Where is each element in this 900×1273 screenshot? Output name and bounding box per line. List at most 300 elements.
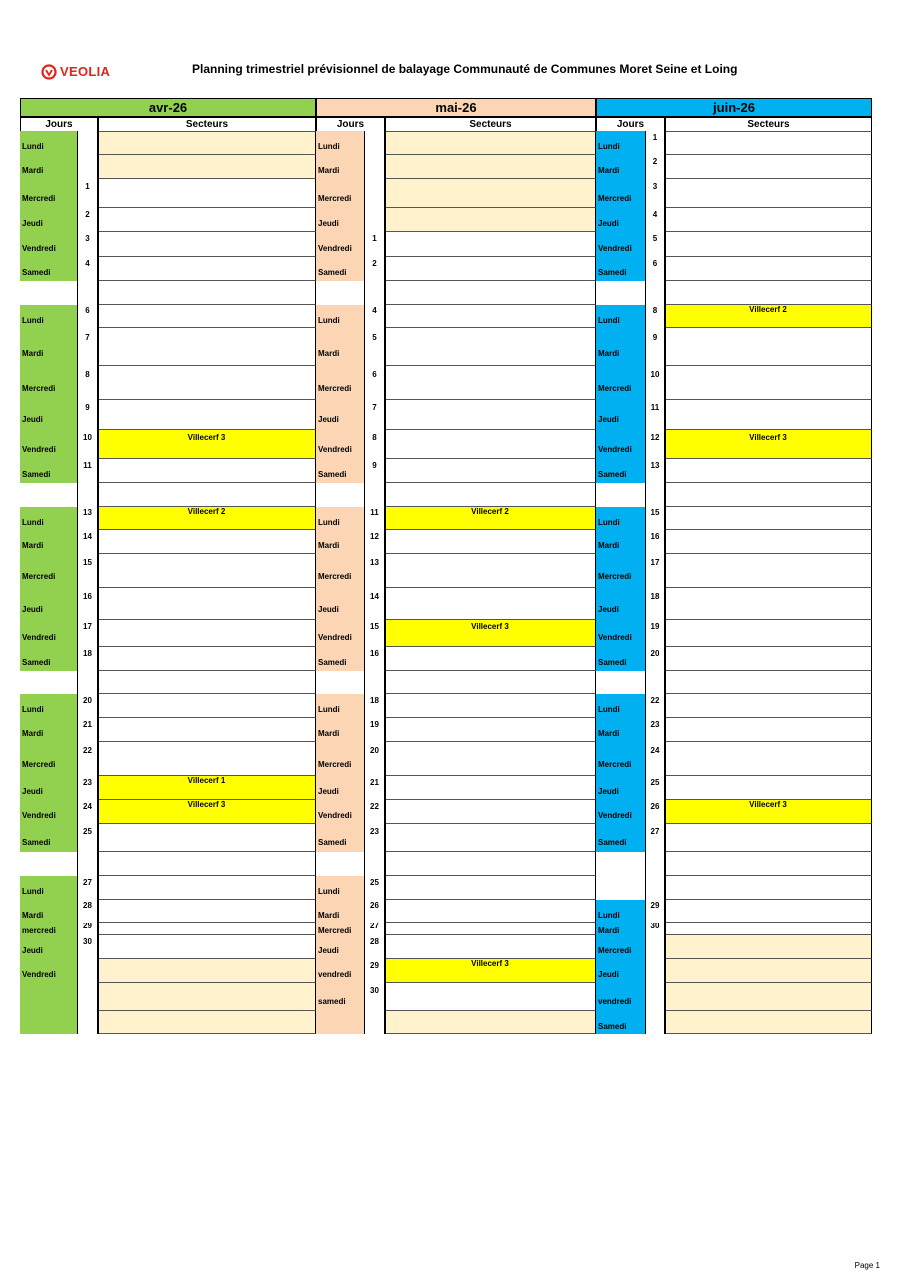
day-cell: Vendredi: [20, 620, 77, 647]
day-cell: [596, 671, 645, 694]
day-cell: Samedi: [596, 824, 645, 852]
date-cell: [77, 1011, 98, 1034]
date-cell: 8: [364, 430, 385, 459]
sector-cell: [665, 1011, 872, 1034]
date-cell: [645, 483, 665, 507]
month-header: avr-26: [20, 98, 316, 117]
day-cell: Jeudi: [20, 776, 77, 800]
sector-cell: [665, 852, 872, 876]
date-cell: [645, 983, 665, 1011]
sector-cell: [98, 257, 316, 281]
sector-cell: [385, 824, 596, 852]
sector-cell: [98, 232, 316, 257]
sector-cell: [665, 483, 872, 507]
day-cell: Mardi: [316, 900, 364, 923]
day-cell: Jeudi: [596, 776, 645, 800]
date-cell: 11: [364, 507, 385, 530]
day-cell: Mercredi: [316, 366, 364, 400]
date-cell: 18: [364, 694, 385, 718]
date-cell: [645, 959, 665, 983]
sector-cell: [385, 400, 596, 430]
date-cell: 8: [77, 366, 98, 400]
date-cell: 25: [645, 776, 665, 800]
sector-cell: [665, 507, 872, 530]
day-cell: Mardi: [596, 328, 645, 366]
date-cell: 21: [364, 776, 385, 800]
logo-text: VEOLIA: [60, 64, 111, 79]
sector-cell: [98, 620, 316, 647]
date-cell: 11: [645, 400, 665, 430]
date-cell: 26: [645, 800, 665, 824]
jours-header: Jours: [316, 117, 385, 132]
date-cell: 22: [364, 800, 385, 824]
date-cell: 24: [645, 742, 665, 776]
date-cell: 2: [645, 155, 665, 179]
sector-cell: [385, 530, 596, 554]
sector-cell: [385, 155, 596, 179]
sector-cell: [665, 400, 872, 430]
sector-cell: [98, 1011, 316, 1034]
date-cell: 20: [364, 742, 385, 776]
date-cell: 9: [364, 459, 385, 483]
sector-cell: [665, 232, 872, 257]
day-cell: Lundi: [316, 507, 364, 530]
date-cell: 20: [645, 647, 665, 671]
date-cell: [645, 281, 665, 305]
sector-cell: [385, 305, 596, 328]
day-cell: Lundi: [596, 507, 645, 530]
sector-cell: [98, 328, 316, 366]
column-border: [98, 131, 99, 1034]
date-cell: [364, 281, 385, 305]
date-cell: 27: [364, 923, 385, 935]
date-cell: 14: [364, 588, 385, 620]
day-cell: Samedi: [20, 824, 77, 852]
sector-cell: [665, 959, 872, 983]
date-cell: 26: [364, 900, 385, 923]
sector-cell: [665, 459, 872, 483]
day-cell: Samedi: [596, 1011, 645, 1034]
date-cell: 30: [77, 935, 98, 959]
day-cell: Samedi: [316, 257, 364, 281]
secteurs-header: Secteurs: [665, 117, 872, 132]
date-cell: [77, 155, 98, 179]
day-cell: Vendredi: [20, 232, 77, 257]
sector-cell: [385, 800, 596, 824]
day-cell: Mardi: [316, 155, 364, 179]
date-cell: 19: [645, 620, 665, 647]
date-cell: 29: [77, 923, 98, 935]
date-cell: 12: [645, 430, 665, 459]
date-cell: 16: [364, 647, 385, 671]
month-header: juin-26: [596, 98, 872, 117]
sector-cell: [98, 179, 316, 208]
date-cell: [645, 876, 665, 900]
day-cell: Mercredi: [20, 742, 77, 776]
day-cell: [596, 852, 645, 876]
date-cell: 5: [364, 328, 385, 366]
date-cell: 15: [364, 620, 385, 647]
sector-cell: [665, 554, 872, 588]
day-cell: Vendredi: [316, 620, 364, 647]
date-cell: [645, 935, 665, 959]
day-cell: Samedi: [596, 647, 645, 671]
date-cell: [364, 155, 385, 179]
day-cell: Mercredi: [20, 554, 77, 588]
date-cell: 23: [77, 776, 98, 800]
sector-cell: [665, 742, 872, 776]
date-cell: [364, 208, 385, 232]
date-cell: [364, 852, 385, 876]
date-cell: 15: [77, 554, 98, 588]
sector-cell: [385, 366, 596, 400]
date-cell: 10: [77, 430, 98, 459]
sector-cell: [385, 131, 596, 155]
day-cell: [20, 852, 77, 876]
date-cell: [364, 671, 385, 694]
date-cell: 13: [645, 459, 665, 483]
date-cell: 13: [77, 507, 98, 530]
day-cell: Mardi: [20, 155, 77, 179]
date-cell: 18: [645, 588, 665, 620]
date-cell: 17: [645, 554, 665, 588]
day-cell: vendredi: [316, 959, 364, 983]
page-title: Planning trimestriel prévisionnel de balayage Communauté de Communes Moret Seine et Loing: [192, 62, 738, 76]
page-number: Page 1: [854, 1261, 880, 1270]
day-cell: Jeudi: [596, 588, 645, 620]
date-cell: 17: [77, 620, 98, 647]
day-cell: Mercredi: [316, 179, 364, 208]
day-cell: Lundi: [316, 694, 364, 718]
day-cell: [316, 852, 364, 876]
date-cell: 19: [364, 718, 385, 742]
day-cell: Vendredi: [596, 430, 645, 459]
sector-cell: [385, 232, 596, 257]
day-cell: Lundi: [596, 900, 645, 923]
sector-cell: [665, 718, 872, 742]
day-cell: Vendredi: [20, 430, 77, 459]
sector-cell: [665, 647, 872, 671]
date-cell: 4: [364, 305, 385, 328]
day-cell: Lundi: [596, 694, 645, 718]
sector-cell: Villecerf 1: [98, 776, 316, 800]
date-cell: 18: [77, 647, 98, 671]
sector-cell: [665, 876, 872, 900]
sector-cell: Villecerf 2: [98, 507, 316, 530]
day-cell: Jeudi: [20, 400, 77, 430]
sector-cell: [98, 483, 316, 507]
date-cell: 23: [364, 824, 385, 852]
date-cell: 10: [645, 366, 665, 400]
sector-cell: [665, 620, 872, 647]
sector-cell: [665, 281, 872, 305]
day-cell: Mercredi: [316, 554, 364, 588]
day-cell: Lundi: [316, 305, 364, 328]
day-cell: Mercredi: [596, 935, 645, 959]
date-cell: 1: [77, 179, 98, 208]
date-cell: 8: [645, 305, 665, 328]
day-cell: Lundi: [20, 507, 77, 530]
date-cell: [77, 281, 98, 305]
day-cell: Jeudi: [596, 208, 645, 232]
day-cell: [596, 876, 645, 900]
sector-cell: [385, 876, 596, 900]
sector-cell: [98, 554, 316, 588]
sector-cell: [385, 694, 596, 718]
sector-cell: [665, 900, 872, 923]
day-cell: Jeudi: [316, 588, 364, 620]
sector-cell: [385, 923, 596, 935]
sector-cell: [98, 588, 316, 620]
day-cell: Vendredi: [596, 800, 645, 824]
date-cell: 20: [77, 694, 98, 718]
date-cell: 29: [364, 959, 385, 983]
sector-cell: Villecerf 3: [98, 800, 316, 824]
sector-cell: [385, 935, 596, 959]
sector-cell: [98, 208, 316, 232]
sector-cell: [98, 305, 316, 328]
day-cell: Jeudi: [596, 959, 645, 983]
day-cell: Lundi: [316, 131, 364, 155]
day-cell: Jeudi: [316, 935, 364, 959]
sector-cell: [665, 694, 872, 718]
date-cell: 3: [77, 232, 98, 257]
sector-cell: [98, 366, 316, 400]
day-cell: [20, 671, 77, 694]
sector-cell: [98, 281, 316, 305]
sector-cell: [98, 530, 316, 554]
date-cell: 2: [77, 208, 98, 232]
date-cell: 16: [77, 588, 98, 620]
sector-cell: Villecerf 3: [385, 620, 596, 647]
sector-cell: [665, 155, 872, 179]
day-cell: [316, 281, 364, 305]
day-cell: Samedi: [316, 647, 364, 671]
sector-cell: [665, 530, 872, 554]
sector-cell: [385, 900, 596, 923]
sector-cell: [385, 588, 596, 620]
date-cell: [77, 483, 98, 507]
date-cell: 22: [645, 694, 665, 718]
day-cell: Samedi: [20, 459, 77, 483]
sector-cell: [98, 852, 316, 876]
date-cell: [77, 983, 98, 1011]
date-cell: 13: [364, 554, 385, 588]
sector-cell: [385, 983, 596, 1011]
date-cell: 9: [77, 400, 98, 430]
day-cell: [20, 983, 77, 1011]
day-cell: Vendredi: [596, 620, 645, 647]
date-cell: 1: [645, 131, 665, 155]
sector-cell: [385, 208, 596, 232]
date-cell: [77, 131, 98, 155]
sector-cell: [98, 959, 316, 983]
secteurs-header: Secteurs: [98, 117, 316, 132]
sector-cell: [385, 459, 596, 483]
day-cell: [316, 483, 364, 507]
sector-cell: [665, 983, 872, 1011]
sector-cell: [98, 671, 316, 694]
sector-cell: [385, 430, 596, 459]
sector-cell: [385, 281, 596, 305]
sector-cell: [385, 742, 596, 776]
date-cell: 28: [77, 900, 98, 923]
day-cell: Samedi: [20, 257, 77, 281]
day-cell: Mardi: [20, 328, 77, 366]
day-cell: Mardi: [316, 328, 364, 366]
date-cell: [364, 483, 385, 507]
day-cell: Mardi: [20, 900, 77, 923]
day-cell: Jeudi: [596, 400, 645, 430]
secteurs-header: Secteurs: [385, 117, 596, 132]
date-cell: 16: [645, 530, 665, 554]
date-cell: 6: [645, 257, 665, 281]
day-cell: Jeudi: [20, 935, 77, 959]
date-cell: 11: [77, 459, 98, 483]
day-cell: Vendredi: [316, 800, 364, 824]
sector-cell: [385, 257, 596, 281]
sector-cell: [98, 694, 316, 718]
date-cell: [645, 852, 665, 876]
date-cell: 7: [77, 328, 98, 366]
sector-cell: [98, 935, 316, 959]
day-cell: Mercredi: [316, 923, 364, 935]
day-cell: Samedi: [316, 824, 364, 852]
date-cell: 4: [645, 208, 665, 232]
sector-cell: [385, 554, 596, 588]
day-cell: [316, 671, 364, 694]
date-cell: 2: [364, 257, 385, 281]
day-cell: Vendredi: [316, 232, 364, 257]
day-cell: Samedi: [316, 459, 364, 483]
sector-cell: [385, 718, 596, 742]
sector-cell: [98, 400, 316, 430]
day-cell: Jeudi: [20, 588, 77, 620]
date-cell: 12: [364, 530, 385, 554]
sector-cell: [98, 876, 316, 900]
column-border: [665, 131, 666, 1034]
date-cell: 14: [77, 530, 98, 554]
sector-cell: [385, 328, 596, 366]
date-cell: [77, 671, 98, 694]
day-cell: Mardi: [316, 530, 364, 554]
sector-cell: Villecerf 3: [665, 800, 872, 824]
sector-cell: [385, 483, 596, 507]
sector-cell: [665, 366, 872, 400]
sector-cell: [665, 328, 872, 366]
day-cell: mercredi: [20, 923, 77, 935]
sector-cell: [665, 824, 872, 852]
day-cell: Lundi: [20, 694, 77, 718]
sector-cell: [385, 1011, 596, 1034]
date-cell: 25: [364, 876, 385, 900]
day-cell: Mercredi: [596, 742, 645, 776]
date-cell: 6: [364, 366, 385, 400]
day-cell: Mardi: [596, 155, 645, 179]
day-cell: Mardi: [596, 923, 645, 935]
sector-cell: [385, 179, 596, 208]
date-cell: 27: [645, 824, 665, 852]
day-cell: Vendredi: [316, 430, 364, 459]
sector-cell: Villecerf 2: [665, 305, 872, 328]
day-cell: Mercredi: [596, 366, 645, 400]
sector-cell: [665, 935, 872, 959]
sector-cell: [665, 131, 872, 155]
day-cell: vendredi: [596, 983, 645, 1011]
sector-cell: [98, 155, 316, 179]
date-cell: 22: [77, 742, 98, 776]
day-cell: [20, 1011, 77, 1034]
sector-cell: [98, 923, 316, 935]
jours-header: Jours: [596, 117, 665, 132]
day-cell: Mardi: [316, 718, 364, 742]
sector-cell: [98, 718, 316, 742]
sector-cell: [385, 647, 596, 671]
sector-cell: [665, 923, 872, 935]
date-cell: [364, 131, 385, 155]
day-cell: [596, 483, 645, 507]
sector-cell: [98, 647, 316, 671]
date-cell: 30: [645, 923, 665, 935]
date-cell: 9: [645, 328, 665, 366]
date-cell: 6: [77, 305, 98, 328]
day-cell: Lundi: [20, 131, 77, 155]
jours-header: Jours: [20, 117, 98, 132]
sector-cell: [665, 671, 872, 694]
date-cell: 23: [645, 718, 665, 742]
sector-cell: [98, 824, 316, 852]
sector-cell: Villecerf 3: [98, 430, 316, 459]
sector-cell: Villecerf 3: [385, 959, 596, 983]
day-cell: Mardi: [596, 530, 645, 554]
date-cell: [77, 852, 98, 876]
date-cell: 15: [645, 507, 665, 530]
date-cell: [645, 1011, 665, 1034]
date-cell: 28: [364, 935, 385, 959]
sector-cell: Villecerf 3: [665, 430, 872, 459]
sector-cell: [665, 208, 872, 232]
day-cell: Mercredi: [316, 742, 364, 776]
day-cell: [596, 281, 645, 305]
sector-cell: [98, 131, 316, 155]
day-cell: [316, 1011, 364, 1034]
day-cell: [20, 483, 77, 507]
day-cell: Mercredi: [596, 179, 645, 208]
day-cell: Lundi: [596, 305, 645, 328]
date-cell: 4: [77, 257, 98, 281]
date-cell: 29: [645, 900, 665, 923]
day-cell: [20, 281, 77, 305]
date-cell: 30: [364, 983, 385, 1011]
date-cell: 1: [364, 232, 385, 257]
date-cell: 3: [645, 179, 665, 208]
sector-cell: [665, 179, 872, 208]
sector-cell: [385, 671, 596, 694]
day-cell: Mercredi: [596, 554, 645, 588]
veolia-logo: [41, 63, 123, 83]
sector-cell: [665, 776, 872, 800]
day-cell: Vendredi: [596, 232, 645, 257]
day-cell: Samedi: [20, 647, 77, 671]
day-cell: Jeudi: [316, 208, 364, 232]
date-cell: 7: [364, 400, 385, 430]
sector-cell: [665, 588, 872, 620]
date-cell: 27: [77, 876, 98, 900]
sector-cell: Villecerf 2: [385, 507, 596, 530]
day-cell: Jeudi: [316, 776, 364, 800]
day-cell: Lundi: [596, 131, 645, 155]
column-border: [385, 131, 386, 1034]
